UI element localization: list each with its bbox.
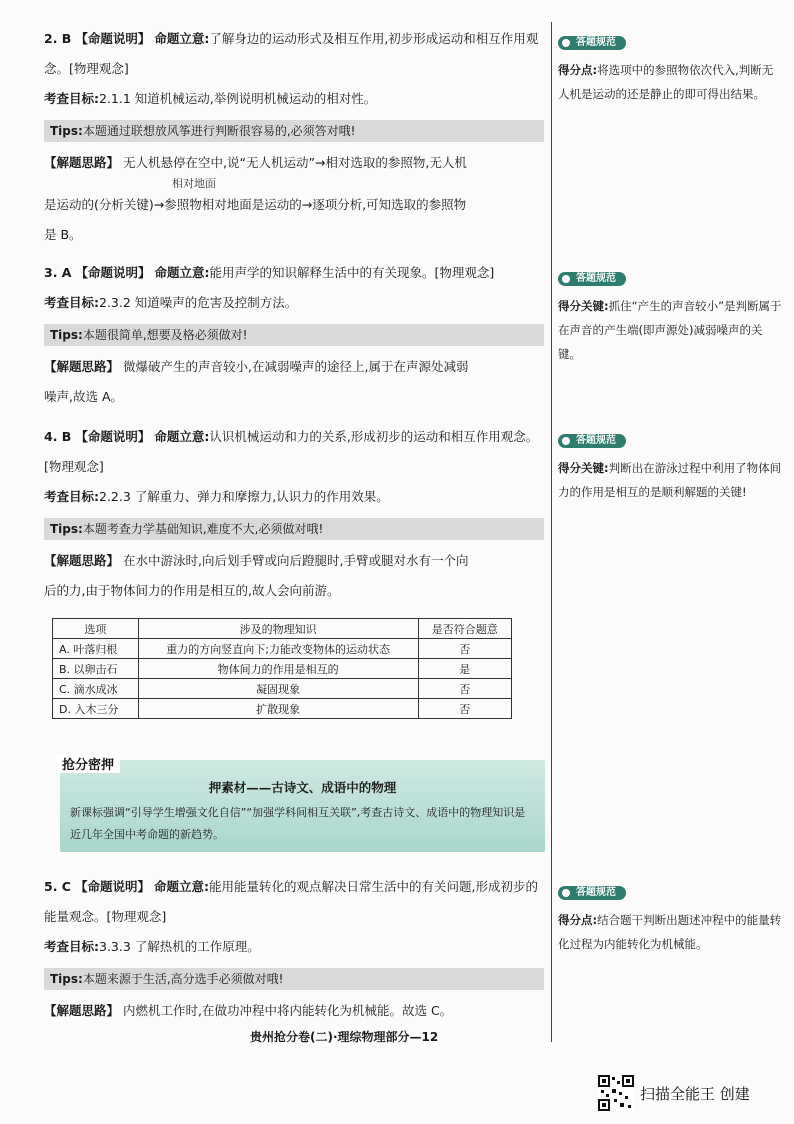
- side-text: 判断出在游泳过程中利用了物体间力的作用是相互的是顺利解题的关键!: [558, 461, 782, 499]
- side-note-5: [558, 880, 783, 956]
- table-header-row: [53, 619, 512, 639]
- idea-tag: 【解题思路】: [44, 553, 120, 568]
- column-header: 涉及的物理知识: [138, 619, 418, 639]
- scanner-text: 扫描全能王 创建: [640, 1084, 750, 1103]
- answer-number: 4. B: [44, 429, 72, 444]
- table-cell: A. 叶落归根: [53, 639, 139, 659]
- secret-box: [60, 760, 545, 852]
- idea-text-1: 在水中游泳时,向后划手臂或向后蹬腿时,手臂或腿对水有一个向: [123, 553, 469, 568]
- question-2: [44, 24, 544, 250]
- side-label: 得分关键:: [558, 299, 609, 313]
- target-text: 2.2.3 了解重力、弹力和摩擦力,认识力的作用效果。: [99, 489, 389, 504]
- target-label: 考查目标:: [44, 295, 99, 310]
- side-label: 得分点:: [558, 63, 598, 77]
- question-3: [44, 258, 544, 412]
- table-cell: 否: [418, 679, 511, 699]
- target-label: 考查目标:: [44, 91, 99, 106]
- tips-bar: [44, 968, 544, 990]
- tips-bar: [44, 518, 544, 540]
- explain-tag: 【命题说明】: [75, 429, 151, 444]
- side-note-2: [558, 30, 783, 106]
- table-cell: B. 以卵击石: [53, 659, 139, 679]
- side-note-4: [558, 428, 783, 504]
- intent-label: 命题立意:: [154, 265, 210, 280]
- page-footer: 贵州抢分卷(二)·理综物理部分—12: [250, 1030, 439, 1044]
- table-cell: 重力的方向竖直向下;力能改变物体的运动状态: [138, 639, 418, 659]
- tips-label: Tips:: [50, 328, 83, 342]
- idea-text-1: 微爆破产生的声音较小,在减弱噪声的途径上,属于在声源处减弱: [123, 359, 469, 374]
- target-text: 3.3.3 了解热机的工作原理。: [99, 939, 260, 954]
- table-cell: 否: [418, 639, 511, 659]
- idea-text-2: 噪声,故选 A。: [44, 389, 123, 404]
- intent-text: 能用能量转化的观点解决日常生活中的有关问题,形成初步的能量观念。[物理观念]: [44, 879, 538, 924]
- column-divider: [551, 22, 552, 1042]
- side-text: 抓住“产生的声音较小”是判断属于在声音的产生端(即声源处)减弱噪声的关键。: [558, 299, 782, 361]
- idea-text-2: 是运动的(分析关键)→参照物相对地面是运动的→逐项分析,可知选取的参照物: [44, 197, 467, 212]
- table-cell: C. 滴水成冰: [53, 679, 139, 699]
- tips-bar: [44, 324, 544, 346]
- answer-norm-badge: 答题规范: [558, 36, 626, 50]
- options-table: [52, 618, 512, 719]
- target-text: 2.1.1 知道机械运动,举例说明机械运动的相对性。: [99, 91, 377, 106]
- table-row: [53, 639, 512, 659]
- target-label: 考查目标:: [44, 939, 99, 954]
- table-cell: 物体间力的作用是相互的: [138, 659, 418, 679]
- intent-text: 认识机械运动和力的关系,形成初步的运动和相互作用观念。[物理观念]: [44, 429, 539, 474]
- column-header: 是否符合题意: [418, 619, 511, 639]
- side-note-3: [558, 266, 783, 366]
- secret-tag: 抢分密押: [56, 754, 120, 773]
- target-text: 2.3.2 知道噪声的危害及控制方法。: [99, 295, 298, 310]
- idea-tag: 【解题思路】: [44, 155, 120, 170]
- explain-tag: 【命题说明】: [74, 879, 150, 894]
- table-cell: 凝固现象: [138, 679, 418, 699]
- answer-norm-badge: 答题规范: [558, 434, 626, 448]
- table-row: [53, 679, 512, 699]
- answer-number: 5. C: [44, 879, 71, 894]
- scanner-watermark: [598, 1075, 750, 1111]
- handwritten-note: 相对地面: [172, 177, 216, 190]
- secret-body: 新课标强调“引导学生增强文化自信”“加强学科间相互关联”,考查古诗文、成语中的物理知识是近几年全国中考命题的新趋势。: [70, 806, 526, 841]
- explain-tag: 【命题说明】: [75, 31, 151, 46]
- tips-text: 本题通过联想放风筝进行判断很容易的,必须答对哦!: [82, 124, 356, 138]
- answer-number: 2. B: [44, 31, 72, 46]
- table-cell: 扩散现象: [138, 699, 418, 719]
- tips-text: 本题来源于生活,高分选手必须做对哦!: [82, 972, 284, 986]
- question-4: [44, 422, 544, 606]
- tips-text: 本题很简单,想要及格必须做对!: [82, 328, 248, 342]
- idea-text-1: 内燃机工作时,在做功冲程中将内能转化为机械能。故选 C。: [123, 1003, 453, 1018]
- qr-code-icon: [598, 1075, 634, 1111]
- idea-text-2: 后的力,由于物体间力的作用是相互的,故人会向前游。: [44, 583, 340, 598]
- intent-label: 命题立意:: [154, 31, 210, 46]
- table-cell: 否: [418, 699, 511, 719]
- tips-text: 本题考查力学基础知识,难度不大,必须做对哦!: [82, 522, 324, 536]
- tips-label: Tips:: [50, 124, 83, 138]
- intent-text: 能用声学的知识解释生活中的有关现象。[物理观念]: [209, 265, 495, 280]
- intent-label: 命题立意:: [154, 429, 210, 444]
- tips-label: Tips:: [50, 522, 83, 536]
- column-header: 选项: [53, 619, 139, 639]
- side-label: 得分关键:: [558, 461, 609, 475]
- explain-tag: 【命题说明】: [75, 265, 151, 280]
- answer-norm-badge: 答题规范: [558, 272, 626, 286]
- idea-text-1: 无人机悬停在空中,说“无人机运动”→相对选取的参照物,无人机: [123, 155, 467, 170]
- side-label: 得分点:: [558, 913, 598, 927]
- tips-label: Tips:: [50, 972, 83, 986]
- tips-bar: [44, 120, 544, 142]
- idea-tag: 【解题思路】: [44, 359, 120, 374]
- side-text: 将选项中的参照物依次代入,判断无人机是运动的还是静止的即可得出结果。: [558, 63, 774, 101]
- secret-title: 押素材——古诗文、成语中的物理: [208, 780, 397, 795]
- table-row: [53, 659, 512, 679]
- table-row: [53, 699, 512, 719]
- idea-tag: 【解题思路】: [44, 1003, 120, 1018]
- side-text: 结合题干判断出题述冲程中的能量转化过程为内能转化为机械能。: [558, 913, 782, 951]
- idea-text-3: 是 B。: [44, 227, 82, 242]
- table-cell: D. 入木三分: [53, 699, 139, 719]
- answer-number: 3. A: [44, 265, 72, 280]
- table-cell: 是: [418, 659, 511, 679]
- answer-norm-badge: 答题规范: [558, 886, 626, 900]
- target-label: 考查目标:: [44, 489, 99, 504]
- intent-label: 命题立意:: [153, 879, 209, 894]
- intent-text: 了解身边的运动形式及相互作用,初步形成运动和相互作用观念。[物理观念]: [44, 31, 539, 76]
- question-5: [44, 872, 544, 1026]
